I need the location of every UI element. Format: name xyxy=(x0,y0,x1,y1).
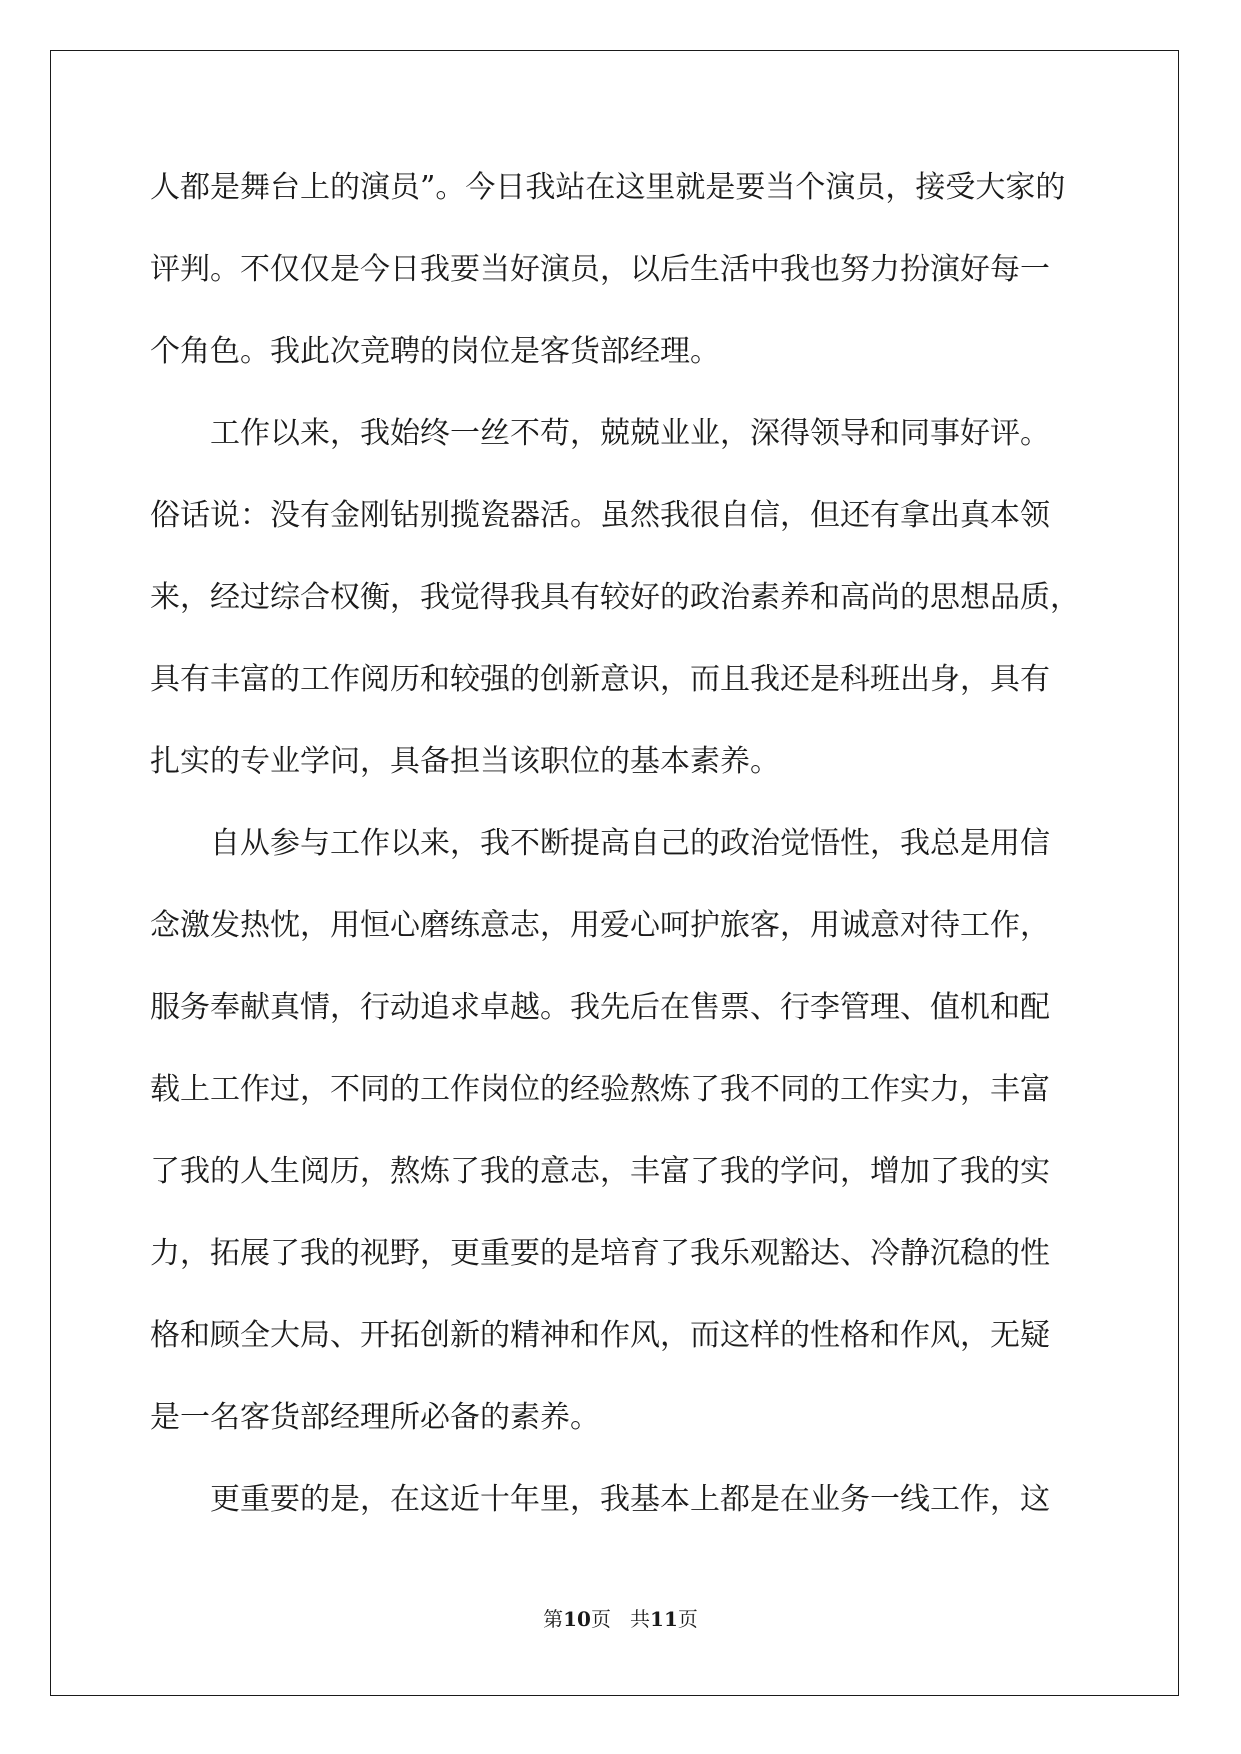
text-line: 格和顾全大局、开拓创新的精神和作风，而这样的性格和作风，无疑 xyxy=(150,1318,1050,1353)
total-prefix: 共 xyxy=(630,1607,651,1631)
text-line: 工作以来，我始终一丝不苟，兢兢业业，深得领导和同事好评。 xyxy=(210,416,1050,451)
total-suffix: 页 xyxy=(677,1607,698,1631)
text-line: 人都是舞台上的演员”。今日我站在这里就是要当个演员，接受大家的 xyxy=(150,170,1066,205)
text-line: 自从参与工作以来，我不断提高自己的政治觉悟性，我总是用信 xyxy=(210,826,1050,861)
text-line: 服务奉献真情，行动追求卓越。我先后在售票、行李管理、值机和配 xyxy=(150,990,1050,1025)
page-number: 10 xyxy=(563,1607,591,1631)
text-line: 更重要的是，在这近十年里，我基本上都是在业务一线工作，这 xyxy=(210,1482,1050,1517)
text-line: 载上工作过，不同的工作岗位的经验熬炼了我不同的工作实力，丰富 xyxy=(150,1072,1050,1107)
text-line: 评判。不仅仅是今日我要当好演员，以后生活中我也努力扮演好每一 xyxy=(150,252,1050,287)
text-line: 俗话说：没有金刚钻别揽瓷器活。虽然我很自信，但还有拿出真本领 xyxy=(150,498,1050,533)
text-line: 来，经过综合权衡，我觉得我具有较好的政治素养和高尚的思想品质， xyxy=(150,580,1080,615)
text-line: 了我的人生阅历，熬炼了我的意志，丰富了我的学问，增加了我的实 xyxy=(150,1154,1050,1189)
total-pages: 11 xyxy=(650,1607,678,1631)
text-line: 是一名客货部经理所必备的素养。 xyxy=(150,1400,600,1435)
text-line: 个角色。我此次竞聘的岗位是客货部经理。 xyxy=(150,334,720,369)
page-footer xyxy=(0,1603,1241,1632)
page-suffix: 页 xyxy=(590,1607,611,1631)
text-line: 扎实的专业学问，具备担当该职位的基本素养。 xyxy=(150,744,780,779)
text-line: 具有丰富的工作阅历和较强的创新意识，而且我还是科班出身，具有 xyxy=(150,662,1050,697)
text-line: 念激发热忱，用恒心磨练意志，用爱心呵护旅客，用诚意对待工作， xyxy=(150,908,1050,943)
page-prefix: 第 xyxy=(543,1607,564,1631)
text-line: 力，拓展了我的视野，更重要的是培育了我乐观豁达、冷静沉稳的性 xyxy=(150,1236,1050,1271)
document-body xyxy=(150,160,1090,1554)
